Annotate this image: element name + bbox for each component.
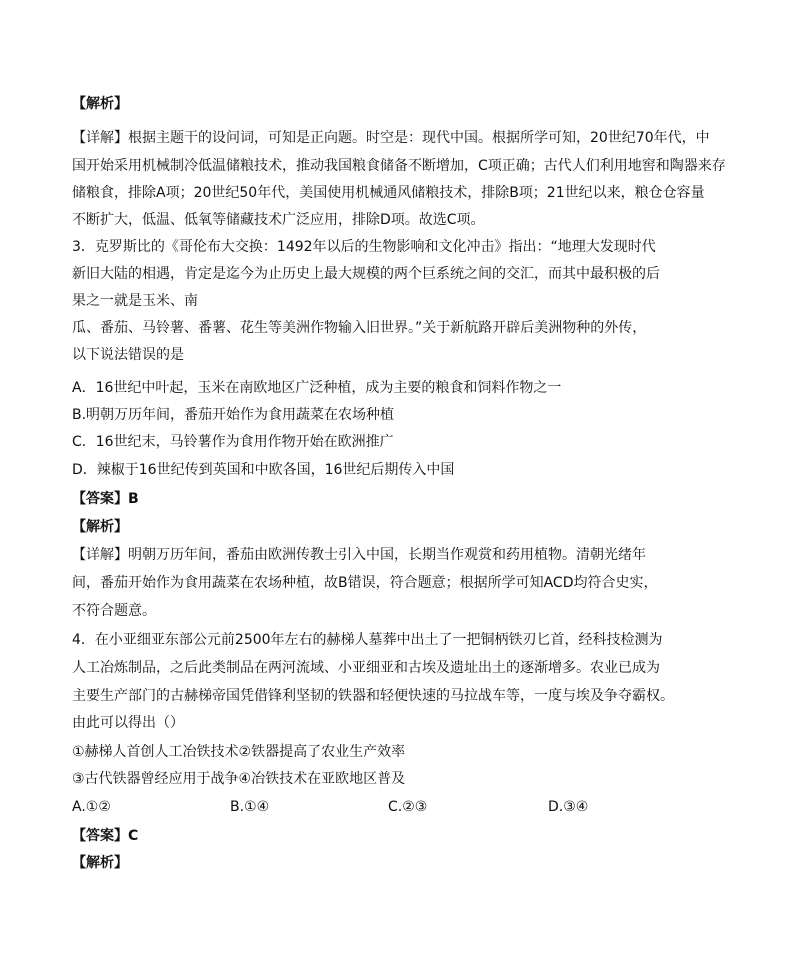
- q2-detail-line: 【详解】根据主题干的设问词，可知是正向题。时空是：现代中国。根据所学可知，20世纪70年代，中: [72, 130, 710, 146]
- q4-choice-a: A.①②: [72, 799, 111, 815]
- q3-stem-line: 果之一就是玉米、南: [72, 293, 198, 309]
- q2-detail-line: 不断扩大，低温、低氧等储藏技术广泛应用，排除D项。故选C项。: [72, 212, 485, 228]
- q3-detail-line: 【详解】明朝万历年间，番茄由欧洲传教士引入中国，长期当作观赏和药用植物。清朝光绪年: [72, 547, 646, 563]
- q2-detail-line: 储粮食，排除A项；20世纪50年代，美国使用机械通风储粮技术，排除B项；21世纪以来，粮仓仓容量: [72, 185, 705, 201]
- q3-stem-line: 瓜、番茄、马铃薯、番薯、花生等美洲作物输入旧世界。”关于新航路开辟后美洲物种的外传，: [72, 320, 647, 336]
- q3-option-c: C．16世纪末，马铃薯作为食用作物开始在欧洲推广: [72, 434, 394, 450]
- q4-stem-line: 人工冶炼制品，之后此类制品在两河流域、小亚细亚和古埃及遗址出土的逐渐增多。农业已成为: [72, 660, 660, 676]
- q3-detail-line: 不符合题意。: [72, 603, 156, 619]
- q3-answer: 【答案】B: [72, 491, 139, 507]
- q3-option-d: D．辣椒于16世纪传到英国和中欧各国，16世纪后期传入中国: [72, 462, 455, 478]
- q3-analysis-tag: 【解析】: [72, 519, 128, 535]
- q2-analysis-tag: 【解析】: [72, 96, 128, 112]
- q4-choice-d: D.③④: [548, 799, 589, 815]
- q4-stem-line: 4．在小亚细亚东部公元前2500年左右的赫梯人墓葬中出土了一把铜柄铁刃匕首，经科技检测为: [72, 632, 663, 648]
- q3-option-a: A．16世纪中叶起，玉米在南欧地区广泛种植，成为主要的粮食和饲料作物之一: [72, 380, 562, 396]
- q4-answer: 【答案】C: [72, 828, 139, 844]
- q3-stem-line: 新旧大陆的相遇，肯定是迄今为止历史上最大规模的两个巨系统之间的交汇，而其中最积极的后: [72, 266, 660, 282]
- q4-stem-line: 主要生产部门的古赫梯帝国凭借锋利坚韧的铁器和轻便快速的马拉战车等，一度与埃及争夺霸权。: [72, 688, 674, 704]
- q3-detail-line: 间，番茄开始作为食用蔬菜在农场种植，故B错误，符合题意；根据所学可知ACD均符合史实，: [72, 575, 658, 591]
- q4-statements-line: ①赫梯人首创人工冶铁技术②铁器提高了农业生产效率: [72, 744, 406, 760]
- q3-stem-line: 3．克罗斯比的《哥伦布大交换：1492年以后的生物影响和文化冲击》指出：“地理大发现时代: [72, 239, 656, 255]
- q4-analysis-tag: 【解析】: [72, 855, 128, 871]
- q4-choices: [72, 799, 732, 819]
- q4-choice-c: C.②③: [388, 799, 428, 815]
- q3-stem-line: 以下说法错误的是: [72, 347, 184, 363]
- q4-statements-line: ③古代铁器曾经应用于战争④冶铁技术在亚欧地区普及: [72, 771, 406, 787]
- q4-stem-line: 由此可以得出（）: [72, 715, 184, 731]
- q3-option-b: B.明朝万历年间，番茄开始作为食用蔬菜在农场种植: [72, 407, 395, 423]
- q2-detail-line: 国开始采用机械制冷低温储粮技术，推动我国粮食储备不断增加，C项正确；古代人们利用地窖和陶器来存: [72, 158, 726, 174]
- q4-choice-b: B.①④: [230, 799, 270, 815]
